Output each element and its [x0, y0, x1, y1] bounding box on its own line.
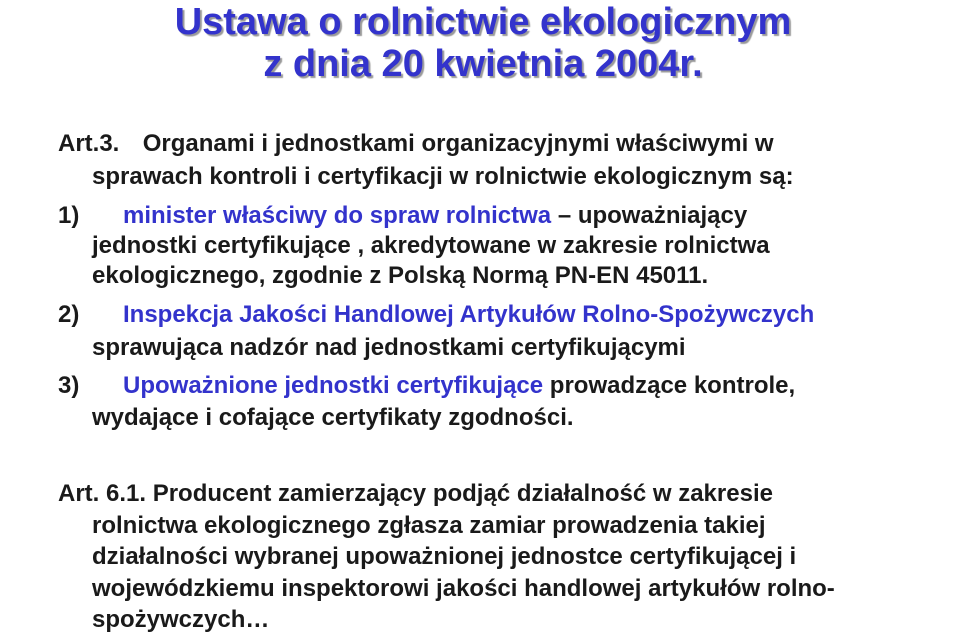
art3-item2-line2: sprawująca nadzór nad jednostkami certyfikującymi	[92, 334, 686, 361]
art6-label: Art. 6.1.	[58, 480, 147, 507]
art3-intro-line2: sprawach kontroli i certyfikacji w rolnictwie ekologicznym są:	[92, 163, 794, 190]
art6-line1	[58, 479, 773, 509]
item-number: 3)	[58, 372, 80, 399]
item1-dash-rest: – upoważniający	[557, 202, 748, 229]
document-title-line1: Ustawa o rolnictwie ekologicznym	[174, 1, 792, 43]
art3-item1-line2: jednostki certyfikujące , akredytowane w zakresie rolnictwa	[92, 232, 770, 259]
document-title-line2: z dnia 20 kwietnia 2004r.	[263, 43, 703, 85]
item2-highlight: Inspekcja Jakości Handlowej Artykułów Rolno-Spożywczych	[123, 301, 815, 328]
art6-line3: działalności wybranej upoważnionej jednostce certyfikującej i	[92, 543, 797, 570]
art3-item1-line3: ekologicznego, zgodnie z Polską Normą PN-EN 45011.	[92, 262, 709, 289]
item3-highlight: Upoważnione jednostki certyfikujące	[123, 372, 544, 399]
art3-label: Art.3.	[58, 130, 120, 157]
art6-line4: wojewódzkiemu inspektorowi jakości handlowej artykułów rolno-	[92, 575, 835, 602]
item-number: 1)	[58, 202, 80, 229]
item1-highlight: minister właściwy do spraw rolnictwa	[123, 202, 552, 229]
art6-line5: spożywczych…	[92, 606, 270, 633]
art6-line1-text: Producent zamierzający podjąć działalność w zakresie	[152, 480, 773, 507]
item-number: 2)	[58, 301, 80, 328]
item3-rest: prowadzące kontrole,	[543, 372, 796, 399]
art3-intro-line1	[58, 129, 774, 159]
art6-line2: rolnictwa ekologicznego zgłasza zamiar prowadzenia takiej	[92, 512, 766, 539]
art3-item3-line2: wydające i cofające certyfikaty zgodności.	[92, 404, 574, 431]
art3-item2-line1	[58, 300, 814, 330]
art3-item3-line1	[58, 371, 795, 401]
art3-intro-text: Organami i jednostkami organizacyjnymi właściwymi w	[142, 130, 774, 157]
art3-item1-line1	[58, 201, 747, 231]
